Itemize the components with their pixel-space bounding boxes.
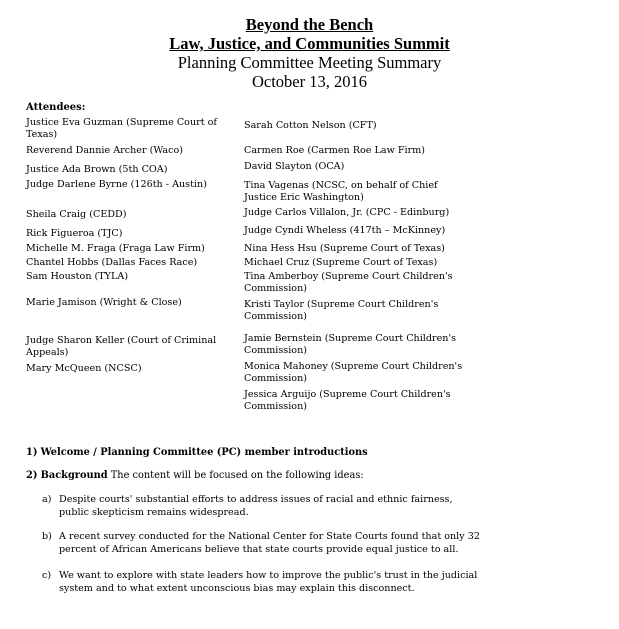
section-number: 1)	[26, 447, 38, 458]
section-text: The content will be focused on the following ideas:	[110, 470, 364, 481]
section-background	[26, 470, 364, 481]
attendee: Carmen Roe (Carmen Roe Law Firm)	[244, 145, 425, 156]
section-number: 2)	[26, 470, 38, 481]
attendee: Sarah Cotton Nelson (CFT)	[244, 120, 377, 131]
list-item	[42, 493, 482, 519]
attendee: Mary McQueen (NCSC)	[26, 363, 142, 374]
list-item	[42, 530, 482, 556]
attendee: Judge Sharon Keller (Court of Criminal Appeals)	[26, 335, 217, 358]
attendee: Michael Cruz (Supreme Court of Texas)	[244, 257, 438, 268]
attendee: Tina Vagenas (NCSC, on behalf of Chief Justice Eric Washington)	[244, 180, 438, 203]
attendee: Reverend Dannie Archer (Waco)	[26, 145, 183, 156]
item-text: A recent survey conducted for the National Center for State Courts found that only 32 percent of African Americans believe that state courts provide equal justice to all.	[59, 531, 480, 555]
attendee: Monica Mahoney (Supreme Court Children's Commission)	[244, 361, 463, 384]
attendee: Justice Eva Guzman (Supreme Court of Texas)	[26, 117, 217, 140]
attendee: Judge Carlos Villalon, Jr. (CPC - Edinburg)	[244, 207, 450, 218]
item-label: a)	[42, 494, 52, 505]
attendee: Jessica Arguijo (Supreme Court Children's Commission)	[244, 389, 451, 412]
section-welcome	[26, 447, 368, 458]
item-text: We want to explore with state leaders how to improve the public's trust in the judicial system and to what extent unconscious bias may explain this disconnect.	[59, 570, 478, 594]
attendee: Tina Amberboy (Supreme Court Children's Commission)	[244, 271, 453, 294]
attendee: Sheila Craig (CEDD)	[26, 209, 127, 220]
attendee: Nina Hess Hsu (Supreme Court of Texas)	[244, 243, 445, 254]
attendee: Sam Houston (TYLA)	[26, 271, 129, 282]
meeting-date: October 13, 2016	[251, 72, 368, 91]
doc-title: Beyond the Bench	[245, 15, 374, 34]
attendee: Rick Figueroa (TJC)	[26, 228, 123, 239]
attendee: David Slayton (OCA)	[244, 161, 345, 172]
attendee: Kristi Taylor (Supreme Court Children's Commission)	[244, 299, 439, 322]
summit-title: Law, Justice, and Communities Summit	[169, 34, 450, 53]
meeting-title: Planning Committee Meeting Summary	[177, 53, 442, 72]
list-item	[42, 569, 482, 595]
item-text: Despite courts' substantial efforts to address issues of racial and ethnic fairness, public skepticism remains widespread.	[59, 494, 453, 518]
section-title: Background	[40, 470, 108, 481]
attendee: Judge Darlene Byrne (126th - Austin)	[26, 179, 207, 190]
item-label: b)	[42, 531, 52, 542]
attendee: Jamie Bernstein (Supreme Court Children's Commission)	[244, 333, 457, 356]
section-title: Welcome / Planning Committee (PC) member introductions	[40, 447, 368, 458]
attendee: Judge Cyndi Wheless (417th – McKinney)	[244, 225, 446, 236]
attendee: Chantel Hobbs (Dallas Faces Race)	[26, 257, 198, 268]
attendee: Marie Jamison (Wright & Close)	[26, 297, 182, 308]
attendee: Justice Ada Brown (5th COA)	[26, 164, 168, 175]
attendees-heading: Attendees:	[26, 102, 86, 113]
item-label: c)	[42, 570, 52, 581]
attendee: Michelle M. Fraga (Fraga Law Firm)	[26, 243, 205, 254]
